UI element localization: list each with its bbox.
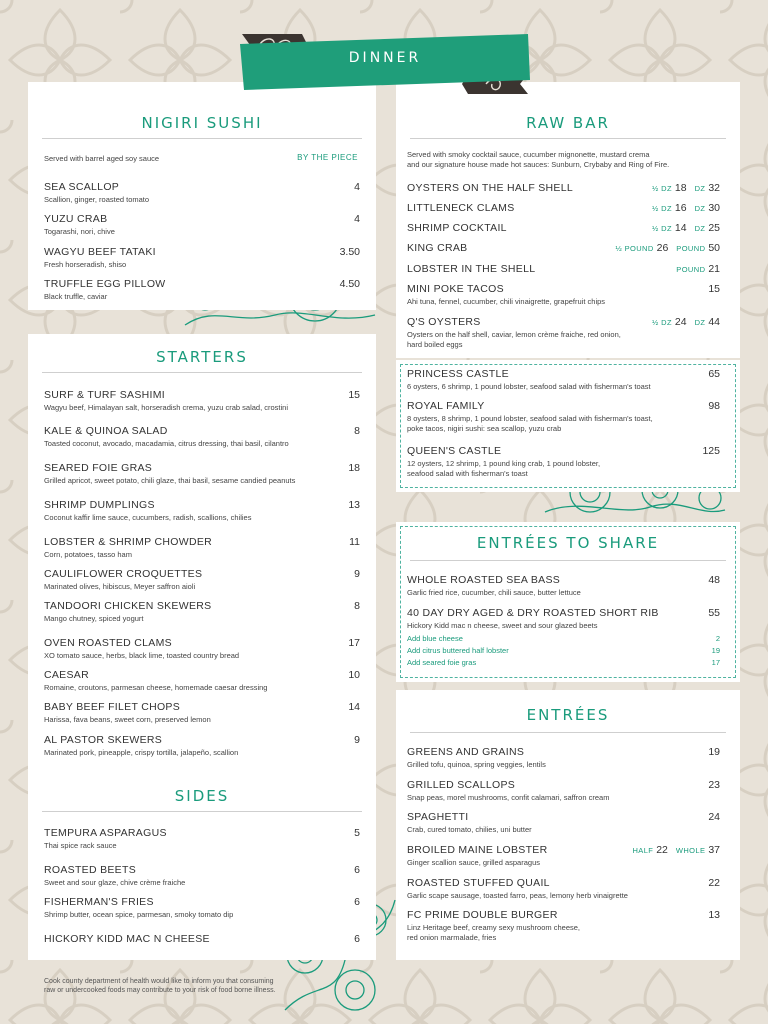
item-name: BABY BEEF FILET CHOPS: [44, 701, 181, 713]
item-name: SPAGHETTI: [407, 811, 469, 823]
by-the-piece-label: BY THE PIECE: [297, 153, 358, 162]
item-price: 3.50: [339, 246, 360, 258]
price-value: 25: [708, 222, 720, 234]
item-price: 8: [354, 600, 360, 612]
item-description: Oysters on the half shell, caviar, lemon crème fraiche, red onion,: [407, 330, 621, 339]
item-price: 17: [348, 637, 360, 649]
item-description: Coconut kaffir lime sauce, cucumbers, radish, scallions, chilies: [44, 513, 252, 522]
item-price: 6: [354, 933, 360, 945]
price-value: 26: [656, 242, 669, 254]
price-unit: ½ DZ: [652, 204, 672, 213]
item-description: poke tacos, nigiri sushi: sea scallop, yuzu crab: [407, 424, 562, 433]
add-on-option: [407, 658, 720, 667]
item-name: SURF & TURF SASHIMI: [44, 389, 166, 401]
dinner-banner: [238, 30, 532, 94]
price-unit: ½ DZ: [652, 318, 672, 327]
item-name: WHOLE ROASTED SEA BASS: [407, 574, 561, 586]
menu-item: [407, 607, 720, 631]
item-description: Hickory Kidd mac n cheese, sweet and sour glazed beets: [407, 621, 598, 630]
item-description: Garlic scape sausage, toasted farro, peas, lemony herb vinaigrette: [407, 891, 628, 900]
item-name: MINI POKE TACOS: [407, 283, 504, 295]
price-unit: WHOLE: [675, 846, 706, 855]
item-price: 98: [708, 400, 720, 412]
item-price: 4: [354, 213, 360, 225]
nigiri-sushi-panel: [28, 82, 376, 310]
add-on-label: Add citrus buttered half lobster: [407, 646, 509, 655]
menu-item: [44, 734, 360, 758]
item-name: WAGYU BEEF TATAKI: [44, 246, 156, 258]
item-price: 15: [348, 389, 360, 401]
item-description: Mango chutney, spiced yogurt: [44, 614, 144, 623]
price-value: 30: [708, 202, 720, 214]
price-unit: DZ: [694, 204, 706, 213]
price-value: 21: [708, 263, 720, 275]
item-price: 10: [348, 669, 360, 681]
entrees-title: ENTRÉES: [526, 706, 610, 724]
item-name: ROYAL FAMILY: [407, 400, 485, 412]
item-price: [644, 316, 720, 328]
item-name: SEARED FOIE GRAS: [44, 462, 153, 474]
price-unit: ½ POUND: [615, 244, 654, 253]
menu-item: [44, 499, 360, 523]
item-name: GRILLED SCALLOPS: [407, 779, 516, 791]
price-unit: DZ: [694, 184, 706, 193]
menu-item: [44, 827, 360, 851]
add-on-price: 17: [711, 658, 720, 667]
starters-title: STARTERS: [156, 348, 248, 366]
item-name: TANDOORI CHICKEN SKEWERS: [44, 600, 212, 612]
menu-item: [407, 877, 720, 901]
share-title: ENTRÉES TO SHARE: [476, 534, 660, 552]
menu-item: [44, 600, 360, 624]
add-on-price: 2: [715, 634, 720, 643]
item-description: Fresh horseradish, shiso: [44, 260, 127, 269]
price-value: 22: [656, 844, 668, 856]
item-price: 125: [702, 445, 720, 457]
price-value: 16: [674, 202, 687, 214]
item-price: 48: [708, 574, 720, 586]
item-name: GREENS AND GRAINS: [407, 746, 525, 758]
item-description: Corn, potatoes, tasso ham: [44, 550, 132, 559]
sides-title: SIDES: [174, 787, 230, 805]
menu-item: [44, 425, 360, 449]
item-description: Sweet and sour glaze, chive crème fraiche: [44, 878, 186, 887]
menu-item: [407, 316, 720, 350]
add-on-option: [407, 634, 720, 643]
item-description: Marinated olives, hibiscus, Meyer saffron aioli: [44, 582, 196, 591]
item-name: Q'S OYSTERS: [407, 316, 481, 328]
item-price: 6: [354, 864, 360, 876]
menu-item: [407, 844, 720, 868]
price-value: 44: [708, 316, 720, 328]
price-value: 32: [708, 182, 720, 194]
item-price: 19: [708, 746, 720, 758]
item-description: Wagyu beef, Himalayan salt, horseradish crema, yuzu crab salad, crostini: [44, 403, 288, 412]
item-price: 5: [354, 827, 360, 839]
section-divider: [410, 138, 726, 139]
item-name: QUEEN'S CASTLE: [407, 445, 502, 457]
menu-item: [407, 445, 720, 479]
menu-item: [407, 400, 720, 434]
section-divider: [410, 732, 726, 733]
item-description: 6 oysters, 6 shrimp, 1 pound lobster, seafood salad with fisherman's toast: [407, 382, 651, 391]
menu-item: [44, 933, 360, 945]
item-name: FISHERMAN'S FRIES: [44, 896, 154, 908]
raw-bar-intro-line: and our signature house made hot sauces: Sunburn, Crybaby and Ring of Fire.: [407, 160, 670, 169]
item-name: OYSTERS ON THE HALF SHELL: [407, 182, 574, 194]
menu-item: [44, 213, 360, 237]
item-description: XO tomato sauce, herbs, black lime, toasted country bread: [44, 651, 240, 660]
menu-item: [44, 568, 360, 592]
menu-item: [407, 779, 720, 803]
item-description: Snap peas, morel mushrooms, confit calamari, saffron cream: [407, 793, 610, 802]
price-unit: POUND: [676, 244, 706, 253]
entrees-to-share-panel: [396, 522, 740, 682]
price-unit: HALF: [632, 846, 654, 855]
item-price: 6: [354, 896, 360, 908]
item-description: Grilled tofu, quinoa, spring veggies, lentils: [407, 760, 546, 769]
seafood-towers-panel: [396, 360, 740, 492]
price-value: 24: [674, 316, 687, 328]
item-description: 8 oysters, 8 shrimp, 1 pound lobster, seafood salad with fisherman's toast,: [407, 414, 653, 423]
menu-item: [44, 701, 360, 725]
item-description: 12 oysters, 12 shrimp, 1 pound king crab, 1 pound lobster,: [407, 459, 601, 468]
item-name: KING CRAB: [407, 242, 468, 254]
item-price: [644, 222, 720, 234]
item-price: [607, 242, 720, 254]
item-description: Ahi tuna, fennel, cucumber, chili vinaigrette, grapefruit chips: [407, 297, 606, 306]
menu-item: [407, 242, 720, 254]
item-name: TRUFFLE EGG PILLOW: [44, 278, 166, 290]
item-description: Toasted coconut, avocado, macadamia, citrus dressing, thai basil, cilantro: [44, 439, 289, 448]
menu-item: [44, 669, 360, 693]
item-price: 8: [354, 425, 360, 437]
item-name: SEA SCALLOP: [44, 181, 120, 193]
raw-bar-intro-line: Served with smoky cocktail sauce, cucumber mignonette, mustard crema: [407, 150, 650, 159]
item-price: 11: [349, 536, 360, 548]
item-description: Togarashi, nori, chive: [44, 227, 115, 236]
item-name: ROASTED BEETS: [44, 864, 137, 876]
menu-item: [407, 283, 720, 307]
item-name: 40 DAY DRY AGED & DRY ROASTED SHORT RIB: [407, 607, 659, 619]
menu-item: [407, 263, 720, 275]
menu-item: [407, 746, 720, 770]
item-price: 15: [708, 283, 720, 295]
item-name: ROASTED STUFFED QUAIL: [407, 877, 550, 889]
menu-item: [407, 811, 720, 835]
item-description: Crab, cured tomato, chilies, uni butter: [407, 825, 532, 834]
item-name: KALE & QUINOA SALAD: [44, 425, 168, 437]
price-unit: DZ: [694, 318, 706, 327]
item-description: Thai spice rack sauce: [44, 841, 117, 850]
item-price: 55: [708, 607, 720, 619]
add-on-label: Add seared foie gras: [407, 658, 477, 667]
menu-item: [44, 389, 360, 413]
item-price: [644, 182, 720, 194]
entrees-panel: [396, 690, 740, 960]
item-price: 14: [348, 701, 360, 713]
item-name: SHRIMP COCKTAIL: [407, 222, 507, 234]
item-description: Shrimp butter, ocean spice, parmesan, smoky tomato dip: [44, 910, 234, 919]
raw-bar-panel: [396, 82, 740, 358]
section-divider: [410, 560, 726, 561]
item-name: LITTLENECK CLAMS: [407, 202, 515, 214]
menu-item: [407, 574, 720, 598]
item-name: PRINCESS CASTLE: [407, 368, 509, 380]
item-price: 22: [708, 877, 720, 889]
item-description: Harissa, fava beans, sweet corn, preserved lemon: [44, 715, 211, 724]
add-on-label: Add blue cheese: [407, 634, 463, 643]
price-unit: ½ DZ: [652, 184, 672, 193]
raw-bar-intro: [407, 150, 669, 170]
item-name: CAESAR: [44, 669, 89, 681]
menu-item: [44, 896, 360, 920]
banner-title: DINNER: [348, 50, 422, 66]
menu-item: [44, 536, 360, 560]
item-name: FC PRIME DOUBLE BURGER: [407, 909, 558, 921]
menu-item: [44, 246, 360, 270]
section-divider: [42, 372, 362, 373]
item-description: Ginger scallion sauce, grilled asparagus: [407, 858, 540, 867]
health-notice: Cook county department of health would like to inform you that consuming raw or undercooked foods may contribute to your risk of food borne illness.: [44, 978, 276, 994]
menu-item: [44, 181, 360, 205]
menu-item: [44, 637, 360, 661]
price-value: 14: [674, 222, 687, 234]
starters-sides-panel: [28, 334, 376, 960]
item-price: 23: [708, 779, 720, 791]
item-name: OVEN ROASTED CLAMS: [44, 637, 172, 649]
item-name: LOBSTER & SHRIMP CHOWDER: [44, 536, 213, 548]
price-unit: DZ: [694, 224, 706, 233]
add-on-price: 19: [711, 646, 720, 655]
item-price: 24: [708, 811, 720, 823]
item-description: Grilled apricot, sweet potato, chili glaze, thai basil, sesame candied peanuts: [44, 476, 296, 485]
item-name: TEMPURA ASPARAGUS: [44, 827, 167, 839]
menu-item: [44, 864, 360, 888]
item-price: 18: [348, 462, 360, 474]
menu-item: [407, 182, 720, 194]
nigiri-intro: Served with barrel aged soy sauce: [44, 154, 160, 163]
item-price: 13: [348, 499, 360, 511]
item-price: 13: [708, 909, 720, 921]
item-description: Garlic fried rice, cucumber, chili sauce, butter lettuce: [407, 588, 581, 597]
item-price: 9: [354, 568, 360, 580]
item-price: [624, 844, 720, 856]
section-divider: [42, 811, 362, 812]
menu-item: [407, 909, 720, 943]
item-name: SHRIMP DUMPLINGS: [44, 499, 155, 511]
item-description: Romaine, croutons, parmesan cheese, homemade caesar dressing: [44, 683, 268, 692]
price-value: 18: [674, 182, 687, 194]
item-name: YUZU CRAB: [44, 213, 108, 225]
item-price: 65: [708, 368, 720, 380]
item-price: [668, 263, 720, 275]
menu-item: [407, 222, 720, 234]
item-name: LOBSTER IN THE SHELL: [407, 263, 536, 275]
item-description: Scallion, ginger, roasted tomato: [44, 195, 150, 204]
raw-bar-title: RAW BAR: [526, 114, 610, 132]
price-value: 37: [708, 844, 720, 856]
menu-item: [407, 202, 720, 214]
add-on-option: [407, 646, 720, 655]
item-price: 4: [354, 181, 360, 193]
item-description: Linz Heritage beef, creamy sexy mushroom cheese,: [407, 923, 580, 932]
menu-item: [44, 462, 360, 486]
item-price: 9: [354, 734, 360, 746]
item-name: CAULIFLOWER CROQUETTES: [44, 568, 203, 580]
item-description: Marinated pork, pineapple, crispy tortilla, jalapeño, scallion: [44, 748, 239, 757]
nigiri-title: NIGIRI SUSHI: [141, 114, 263, 132]
item-description: hard boiled eggs: [407, 340, 463, 349]
price-unit: POUND: [676, 265, 706, 274]
item-description: Black truffle, caviar: [44, 292, 108, 301]
section-divider: [42, 138, 362, 139]
item-description: seafood salad with fisherman's toast: [407, 469, 528, 478]
menu-item: [44, 278, 360, 302]
item-price: [644, 202, 720, 214]
item-description: red onion marmalade, fries: [407, 933, 497, 942]
item-name: AL PASTOR SKEWERS: [44, 734, 163, 746]
menu-item: [407, 368, 720, 392]
price-value: 50: [708, 242, 720, 254]
price-unit: ½ DZ: [652, 224, 672, 233]
item-name: BROILED MAINE LOBSTER: [407, 844, 548, 856]
item-price: 4.50: [339, 278, 360, 290]
item-name: HICKORY KIDD MAC N CHEESE: [44, 933, 210, 945]
